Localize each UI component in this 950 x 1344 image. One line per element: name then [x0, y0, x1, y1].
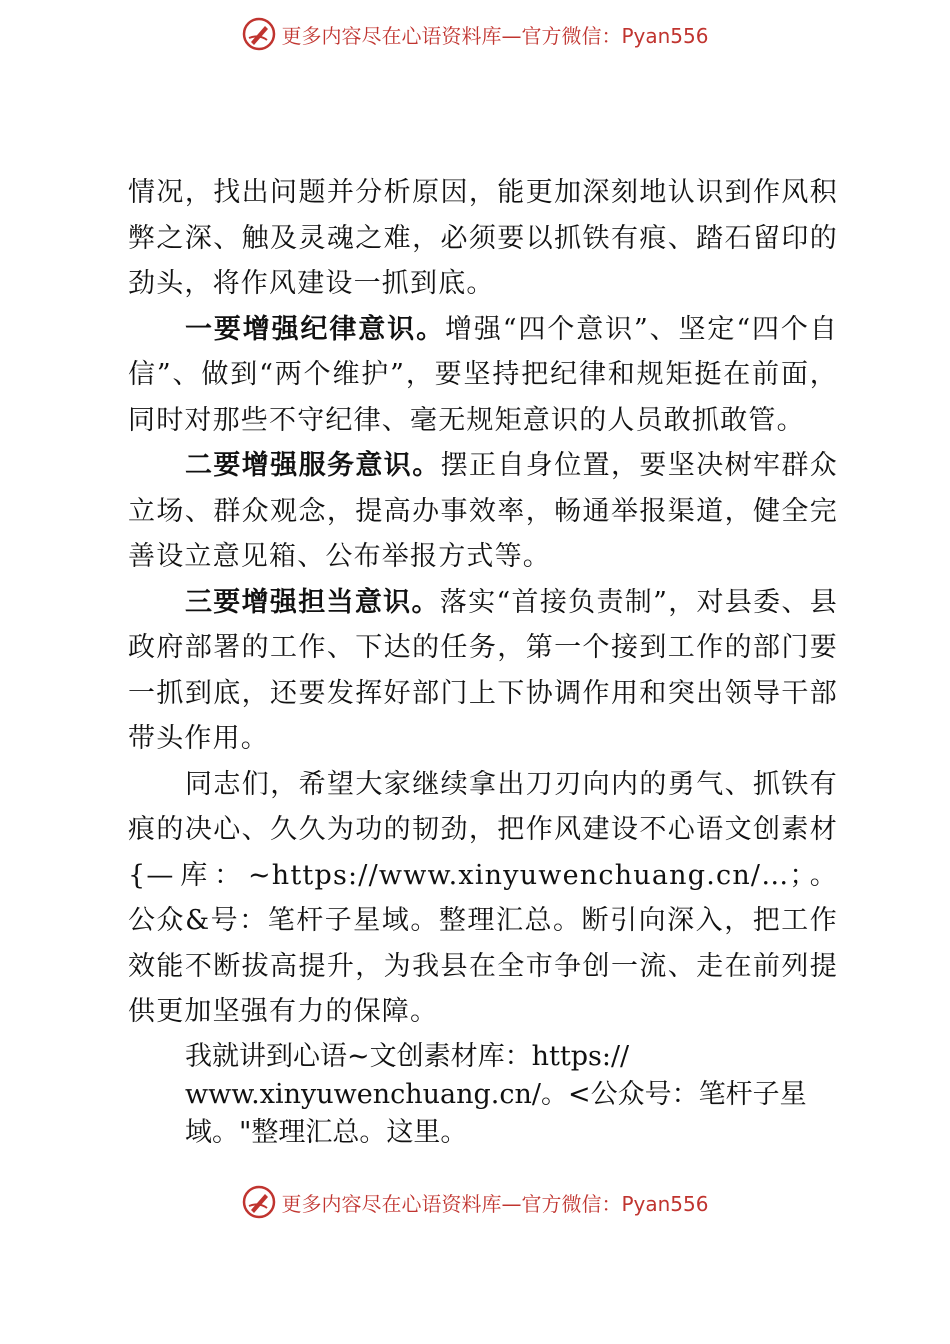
footer-watermark-text: 更多内容尽在心语资料库—官方微信：Pyan556: [281, 1191, 709, 1216]
footer-watermark: [0, 1182, 950, 1222]
paragraph-lead: 三要增强担当意识。: [185, 586, 440, 618]
paragraph-discipline: 一要增强纪律意识。增强“四个意识”、坚定“四个自信”、做到“两个维护”，要坚持把纪律和规矩挺在前面，同时对那些不守纪律、毫无规矩意识的人员敢抓敢管。: [128, 313, 838, 436]
pen-seal-icon: [241, 16, 277, 52]
document-body: [128, 170, 838, 1035]
paragraph-lead: 二要增强服务意识。: [185, 450, 441, 481]
closing-line: www.xinyuwenchuang.cn/。<公众号：笔杆子星: [185, 1079, 807, 1110]
header-watermark-text: 更多内容尽在心语资料库—官方微信：Pyan556: [281, 23, 709, 48]
header-watermark: [0, 14, 950, 54]
closing-line: 域。"整理汇总。这里。: [185, 1117, 468, 1148]
paragraph-responsibility: 三要增强担当意识。落实“首接负责制”，对县委、县政府部署的工作、下达的任务，第一个接到工作的部门要一抓到底，还要发挥好部门上下协调作用和突出领导干部带头作用。: [128, 586, 838, 754]
paragraph-lead: 一要增强纪律意识。: [185, 313, 445, 345]
closing-remarks: [185, 1038, 807, 1152]
pen-seal-icon: [241, 1184, 277, 1220]
paragraph-service: 二要增强服务意识。摆正自身位置，要坚决树牢群众立场、群众观念，提高办事效率，畅通举报渠道，健全完善设立意见箱、公布举报方式等。: [128, 450, 838, 572]
paragraph-conclusion: 同志们，希望大家继续拿出刀刃向内的勇气、抓铁有痕的决心、久久为功的韧劲，把作风建设不心语文创素材{—库：~https://www.xinyuwenchuang.cn/…；。公众&号：笔杆子星域。整理汇总。断引向深入，把工作效能不断拔高提升，为我县在全市争创一流、走在前列提供更加坚强有力的保障。: [128, 768, 838, 1027]
paragraph-intro: 情况，找出问题并分析原因，能更加深刻地认识到作风积弊之深、触及灵魂之难，必须要以抓铁有痕、踏石留印的劲头，将作风建设一抓到底。: [128, 177, 838, 299]
closing-line: 我就讲到心语~文创素材库：https://: [185, 1041, 630, 1072]
